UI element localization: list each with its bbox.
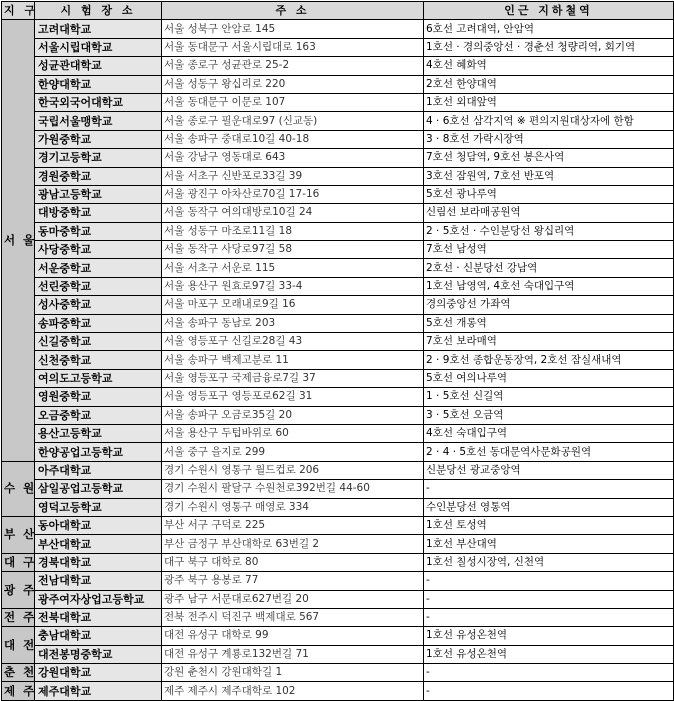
- site-cell: 용산고등학교: [35, 424, 162, 442]
- subway-cell: 1호선 유성온천역: [424, 645, 674, 663]
- table-row: [2, 130, 674, 148]
- address-cell: 서울 광진구 아차산로70길 17-16: [162, 185, 424, 203]
- subway-cell: 7호선 남성역: [424, 241, 674, 259]
- address-cell: 서울 송파구 중대로10길 40-18: [162, 130, 424, 148]
- site-cell: 충남대학교: [35, 627, 162, 645]
- site-cell: 제주대학교: [35, 682, 162, 700]
- table-row: [2, 461, 674, 479]
- table-row: [2, 259, 674, 277]
- site-cell: 서운중학교: [35, 259, 162, 277]
- header-site: 시 험 장 소: [35, 2, 162, 20]
- site-cell: 한국외국어대학교: [35, 93, 162, 111]
- subway-cell: 4 · 6호선 삼각지역 ※ 편의지원대상자에 한함: [424, 112, 674, 130]
- address-cell: 서울 송파구 오금로35길 20: [162, 406, 424, 424]
- address-cell: 서울 영등포구 영등포로62길 31: [162, 388, 424, 406]
- header-region: 지 구: [2, 2, 35, 20]
- address-cell: 서울 동대문구 서울시립대로 163: [162, 38, 424, 56]
- table-row: [2, 535, 674, 553]
- address-cell: 광주 북구 용봉로 77: [162, 572, 424, 590]
- site-cell: 부산대학교: [35, 535, 162, 553]
- subway-cell: 4호선 혜화역: [424, 57, 674, 75]
- table-row: [2, 388, 674, 406]
- site-cell: 오금중학교: [35, 406, 162, 424]
- address-cell: 서울 영등포구 국제금융로7길 37: [162, 369, 424, 387]
- subway-cell: 수인분당선 영통역: [424, 498, 674, 516]
- table-row: [2, 682, 674, 700]
- address-cell: 부산 금정구 부산대학로 63번길 2: [162, 535, 424, 553]
- site-cell: 삼일공업고등학교: [35, 480, 162, 498]
- region-cell: 대 전: [2, 627, 35, 664]
- site-cell: 사당중학교: [35, 241, 162, 259]
- subway-cell: 1호선 유성온천역: [424, 627, 674, 645]
- table-row: [2, 38, 674, 56]
- address-cell: 서울 성동구 왕십리로 220: [162, 75, 424, 93]
- header-subway: 인근 지하철역: [424, 2, 674, 20]
- table-row: [2, 112, 674, 130]
- site-cell: 국립서울맹학교: [35, 112, 162, 130]
- subway-cell: 신림선 보라매공원역: [424, 204, 674, 222]
- address-cell: 대전 유성구 대학로 99: [162, 627, 424, 645]
- subway-cell: 경의중앙선 가좌역: [424, 296, 674, 314]
- site-cell: 신길중학교: [35, 333, 162, 351]
- site-cell: 경원중학교: [35, 167, 162, 185]
- subway-cell: 5호선 개롱역: [424, 314, 674, 332]
- table-row: [2, 627, 674, 645]
- subway-cell: 2 · 5호선 · 수인분당선 왕십리역: [424, 222, 674, 240]
- address-cell: 대전 유성구 계룡로132번길 71: [162, 645, 424, 663]
- site-cell: 신천중학교: [35, 351, 162, 369]
- table-row: [2, 572, 674, 590]
- address-cell: 서울 서초구 서운로 115: [162, 259, 424, 277]
- site-cell: 대방중학교: [35, 204, 162, 222]
- subway-cell: 1호선 토성역: [424, 516, 674, 534]
- region-cell: 전 주: [2, 608, 35, 626]
- site-cell: 한양대학교: [35, 75, 162, 93]
- subway-cell: -: [424, 682, 674, 700]
- table-row: [2, 314, 674, 332]
- table-row: [2, 498, 674, 516]
- table-row: [2, 20, 674, 38]
- table-row: [2, 516, 674, 534]
- subway-cell: 3 · 5호선 오금역: [424, 406, 674, 424]
- table-row: [2, 57, 674, 75]
- address-cell: 서울 중구 을지로 299: [162, 443, 424, 461]
- address-cell: 서울 영등포구 신길로28길 43: [162, 333, 424, 351]
- subway-cell: 5호선 광나루역: [424, 185, 674, 203]
- table-row: [2, 93, 674, 111]
- address-cell: 부산 서구 구덕로 225: [162, 516, 424, 534]
- site-cell: 광주여자상업고등학교: [35, 590, 162, 608]
- address-cell: 광주 남구 서문대로627번길 20: [162, 590, 424, 608]
- address-cell: 대구 북구 대학로 80: [162, 553, 424, 571]
- table-row: [2, 75, 674, 93]
- address-cell: 서울 강남구 영동대로 643: [162, 149, 424, 167]
- address-cell: 서울 동대문구 이문로 107: [162, 93, 424, 111]
- site-cell: 동아대학교: [35, 516, 162, 534]
- site-cell: 송파중학교: [35, 314, 162, 332]
- table-row: [2, 424, 674, 442]
- region-cell: 서 울: [2, 20, 35, 461]
- subway-cell: -: [424, 664, 674, 682]
- subway-cell: 1 · 5호선 신길역: [424, 388, 674, 406]
- subway-cell: 1호선 외대앞역: [424, 93, 674, 111]
- site-cell: 가원중학교: [35, 130, 162, 148]
- site-cell: 한양공업고등학교: [35, 443, 162, 461]
- subway-cell: 신분당선 광교중앙역: [424, 461, 674, 479]
- subway-cell: 6호선 고려대역, 안암역: [424, 20, 674, 38]
- table-row: [2, 296, 674, 314]
- subway-cell: 1호선 부산대역: [424, 535, 674, 553]
- address-cell: 서울 종로구 필운대로97 (신교동): [162, 112, 424, 130]
- site-cell: 광남고등학교: [35, 185, 162, 203]
- address-cell: 경기 수원시 영통구 월드컵로 206: [162, 461, 424, 479]
- site-cell: 대전봉명중학교: [35, 645, 162, 663]
- site-cell: 강원대학교: [35, 664, 162, 682]
- site-cell: 전북대학교: [35, 608, 162, 626]
- address-cell: 경기 수원시 팔달구 수원천로392번길 44-60: [162, 480, 424, 498]
- subway-cell: 2호선 · 신분당선 강남역: [424, 259, 674, 277]
- site-cell: 성사중학교: [35, 296, 162, 314]
- subway-cell: 2 · 9호선 종합운동장역, 2호선 잠실새내역: [424, 351, 674, 369]
- exam-site-table: [1, 1, 674, 701]
- subway-cell: 3 · 8호선 가락시장역: [424, 130, 674, 148]
- table-row: [2, 204, 674, 222]
- subway-cell: -: [424, 572, 674, 590]
- region-cell: 수 원: [2, 461, 35, 516]
- site-cell: 동마중학교: [35, 222, 162, 240]
- subway-cell: -: [424, 608, 674, 626]
- address-cell: 서울 서초구 신반포로33길 39: [162, 167, 424, 185]
- table-row: [2, 553, 674, 571]
- table-row: [2, 608, 674, 626]
- subway-cell: 7호선 보라매역: [424, 333, 674, 351]
- site-cell: 영덕고등학교: [35, 498, 162, 516]
- address-cell: 서울 용산구 원효로97길 33-4: [162, 277, 424, 295]
- site-cell: 전남대학교: [35, 572, 162, 590]
- address-cell: 서울 성동구 마조로11길 18: [162, 222, 424, 240]
- address-cell: 서울 동작구 여의대방로10길 24: [162, 204, 424, 222]
- region-cell: 제 주: [2, 682, 35, 700]
- address-cell: 서울 동작구 사당로97길 58: [162, 241, 424, 259]
- subway-cell: 2 · 4 · 5호선 동대문역사문화공원역: [424, 443, 674, 461]
- subway-cell: 1호선 칠성시장역, 신천역: [424, 553, 674, 571]
- subway-cell: 1호선 남영역, 4호선 숙대입구역: [424, 277, 674, 295]
- table-row: [2, 241, 674, 259]
- table-row: [2, 664, 674, 682]
- subway-cell: 1호선 · 경의중앙선 · 경춘선 청량리역, 회기역: [424, 38, 674, 56]
- site-cell: 성균관대학교: [35, 57, 162, 75]
- subway-cell: 3호선 잠원역, 7호선 반포역: [424, 167, 674, 185]
- site-cell: 아주대학교: [35, 461, 162, 479]
- address-cell: 서울 송파구 백제고분로 11: [162, 351, 424, 369]
- address-cell: 서울 종로구 성균관로 25-2: [162, 57, 424, 75]
- table-row: [2, 333, 674, 351]
- table-row: [2, 480, 674, 498]
- header-address: 주 소: [162, 2, 424, 20]
- table-row: [2, 406, 674, 424]
- site-cell: 여의도고등학교: [35, 369, 162, 387]
- address-cell: 경기 수원시 영통구 매영로 334: [162, 498, 424, 516]
- subway-cell: 5호선 여의나루역: [424, 369, 674, 387]
- table-row: [2, 167, 674, 185]
- address-cell: 서울 용산구 두텁바위로 60: [162, 424, 424, 442]
- address-cell: 서울 송파구 동남로 203: [162, 314, 424, 332]
- subway-cell: 4호선 숙대입구역: [424, 424, 674, 442]
- table-row: [2, 645, 674, 663]
- subway-cell: 2호선 한양대역: [424, 75, 674, 93]
- table-row: [2, 351, 674, 369]
- site-cell: 경기고등학교: [35, 149, 162, 167]
- region-cell: 춘 천: [2, 664, 35, 682]
- region-cell: 부 산: [2, 516, 35, 553]
- site-cell: 경북대학교: [35, 553, 162, 571]
- site-cell: 고려대학교: [35, 20, 162, 38]
- table-row: [2, 222, 674, 240]
- site-cell: 서울시립대학교: [35, 38, 162, 56]
- table-row: [2, 590, 674, 608]
- subway-cell: -: [424, 590, 674, 608]
- region-cell: 대 구: [2, 553, 35, 571]
- address-cell: 전북 전주시 덕진구 백제대로 567: [162, 608, 424, 626]
- subway-cell: -: [424, 480, 674, 498]
- site-cell: 영원중학교: [35, 388, 162, 406]
- table-body: [2, 20, 674, 700]
- address-cell: 서울 마포구 모래내로9길 16: [162, 296, 424, 314]
- address-cell: 강원 춘천시 강원대학길 1: [162, 664, 424, 682]
- site-cell: 선린중학교: [35, 277, 162, 295]
- address-cell: 제주 제주시 제주대학로 102: [162, 682, 424, 700]
- table-row: [2, 149, 674, 167]
- table-row: [2, 277, 674, 295]
- region-cell: 광 주: [2, 572, 35, 609]
- table-row: [2, 443, 674, 461]
- table-row: [2, 369, 674, 387]
- header-row: [2, 2, 674, 20]
- table-row: [2, 185, 674, 203]
- subway-cell: 7호선 청담역, 9호선 봉은사역: [424, 149, 674, 167]
- address-cell: 서울 성북구 안암로 145: [162, 20, 424, 38]
